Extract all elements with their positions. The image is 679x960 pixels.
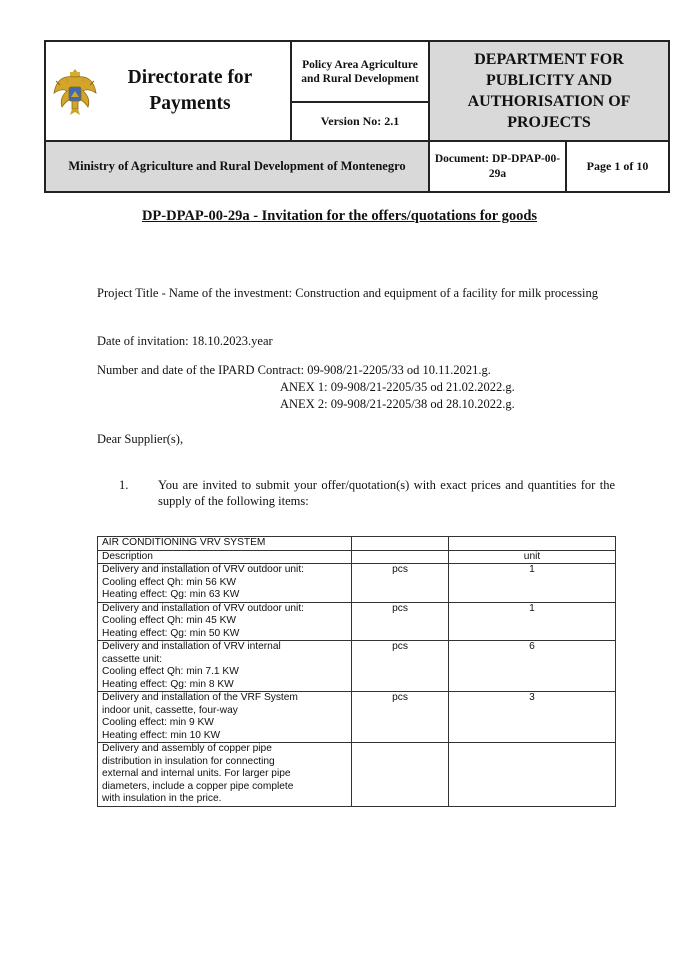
directorate-title: Directorate for Payments <box>127 67 253 114</box>
description-line: Cooling effect Qh: min 56 KW <box>102 576 237 588</box>
description-line: Heating effect: Qg: min 50 KW <box>102 627 240 639</box>
description-line: cassette unit: <box>102 653 163 665</box>
description-line: Heating effect: min 10 KW <box>102 729 221 741</box>
description-line: Heating effect: Qg: min 63 KW <box>102 589 240 600</box>
item-description <box>98 692 352 743</box>
department-title: DEPARTMENT FOR PUBLICITY AND AUTHORISATION OF PROJECTS <box>429 41 669 141</box>
item-description <box>98 641 352 692</box>
item-unit: pcs <box>352 692 449 743</box>
table-row <box>98 602 616 641</box>
item-quantity: 1 <box>449 564 616 603</box>
description-line: external and internal units. For larger pipe <box>102 768 291 779</box>
description-line: indoor unit, cassette, four-way <box>102 704 238 716</box>
item-quantity: 6 <box>449 641 616 692</box>
item-unit: pcs <box>352 602 449 641</box>
version-number: Version No: 2.1 <box>291 102 429 141</box>
greeting: Dear Supplier(s), <box>97 432 184 446</box>
header-unit: unit <box>449 550 616 564</box>
description-line: Cooling effect Qh: min 7.1 KW <box>102 666 239 677</box>
header-row <box>98 550 616 564</box>
item-unit <box>352 743 449 807</box>
description-line: Delivery and installation of VRV outdoor unit: <box>102 564 304 575</box>
item-description <box>98 602 352 641</box>
table-row <box>98 564 616 603</box>
montenegro-coat-of-arms-icon <box>52 63 98 119</box>
table-row <box>98 692 616 743</box>
table-row <box>98 743 616 807</box>
document-header <box>44 40 668 191</box>
annex-1: ANEX 1: 09-908/21-2205/35 od 21.02.2022.g. <box>280 380 515 394</box>
item-quantity: 1 <box>449 602 616 641</box>
description-line: Heating effect: Qg: min 8 KW <box>102 678 234 690</box>
description-line: Delivery and installation of the VRF System <box>102 692 298 703</box>
item-unit: pcs <box>352 564 449 603</box>
directorate-cell <box>45 41 291 141</box>
description-line: Delivery and installation of VRV internal <box>102 641 281 652</box>
description-line: Delivery and installation of VRV outdoor unit: <box>102 602 304 614</box>
item-unit: pcs <box>352 641 449 692</box>
item-description <box>98 564 352 603</box>
description-line: Cooling effect: min 9 KW <box>102 717 214 728</box>
policy-area: Policy Area Agriculture and Rural Development <box>291 41 429 102</box>
table-row <box>98 641 616 692</box>
item-description <box>98 743 352 807</box>
invitation-date: Date of invitation: 18.10.2023.year <box>97 334 273 348</box>
description-line: with insulation in the price. <box>102 793 222 804</box>
page-number: Page 1 of 10 <box>566 141 669 192</box>
contract-number: Number and date of the IPARD Contract: 09-908/21-2205/33 od 10.11.2021.g. <box>97 363 491 377</box>
description-line: Delivery and assembly of copper pipe <box>102 743 272 754</box>
items-table <box>97 536 616 807</box>
description-line: diameters, include a copper pipe complete <box>102 780 294 792</box>
item-text: You are invited to submit your offer/quotation(s) with exact prices and quantities for the supply of the following items: <box>158 478 615 508</box>
description-line: distribution in insulation for connecting <box>102 755 275 767</box>
project-title: Project Title - Name of the investment: Construction and equipment of a facility for milk processing <box>97 286 598 300</box>
item-quantity <box>449 743 616 807</box>
description-line: Cooling effect Qh: min 45 KW <box>102 615 237 626</box>
item-number: 1. <box>119 478 129 492</box>
header-description: Description <box>98 550 352 564</box>
item-quantity: 3 <box>449 692 616 743</box>
annex-2: ANEX 2: 09-908/21-2205/38 od 28.10.2022.g. <box>280 397 515 411</box>
ministry-name: Ministry of Agriculture and Rural Development of Montenegro <box>45 141 429 192</box>
document-number: Document: DP-DPAP-00-29a <box>429 141 566 192</box>
section-row <box>98 537 616 551</box>
document-title: DP-DPAP-00-29a - Invitation for the offers/quotations for goods <box>141 208 538 224</box>
section-title: AIR CONDITIONING VRV SYSTEM <box>98 537 352 551</box>
